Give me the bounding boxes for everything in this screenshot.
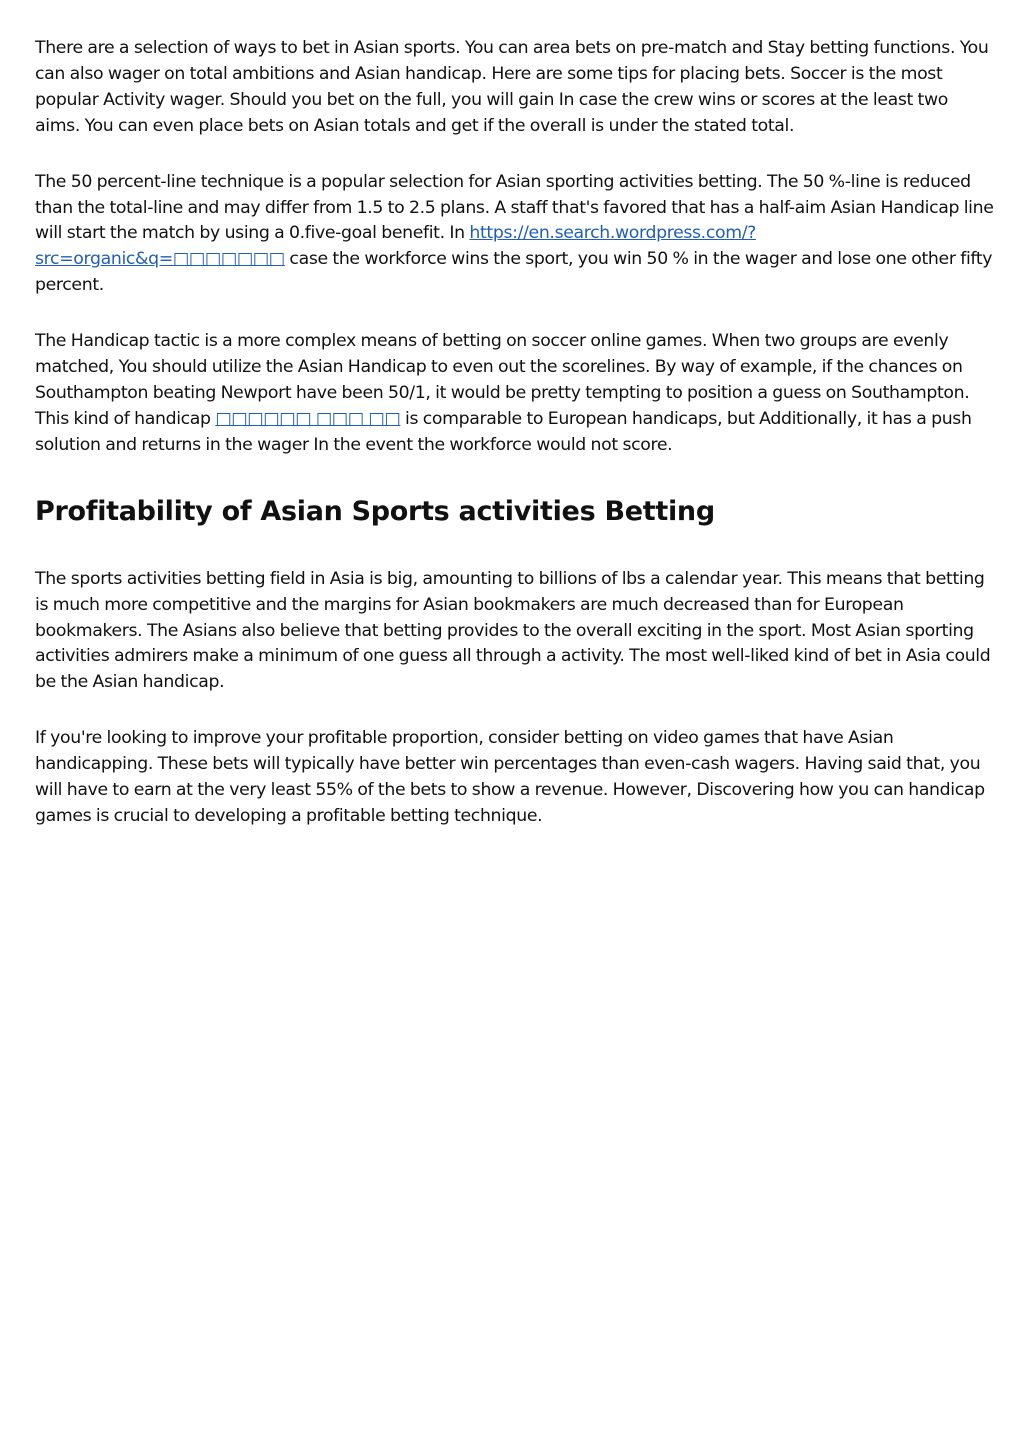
paragraph-half-line (35, 170, 995, 300)
search-link[interactable]: https://en.search.wordpress.com/?src=organic&q=□□□□□□□ (35, 223, 756, 270)
handicap-link[interactable]: □□□□□□ □□□ □□ (215, 408, 401, 429)
document-page (35, 36, 995, 830)
paragraph-handicap-text-after: is comparable to European handicaps, but Additionally, it has a push solution and returns in the wager In the event the workforce would not score. (35, 408, 972, 455)
section-heading: Profitability of Asian Sports activities Betting (35, 495, 715, 527)
paragraph-handicap-tactic (35, 329, 995, 459)
paragraph-handicap-text-before: The Handicap tactic is a more complex means of betting on soccer online games. When two groups are evenly matched, You should utilize the Asian Handicap to even out the scorelines. By way of example, if the chances on Southampton beating Newport have been 50/1, it would be pretty tempting to position a guess on Southampton. This kind of handicap (35, 331, 970, 429)
paragraph-half-line-text-after: case the workforce wins the sport, you win 50 % in the wager and lose one other fifty percent. (35, 249, 993, 296)
paragraph-market-size: The sports activities betting field in Asia is big, amounting to billions of lbs a calendar year. This means that betting is much more competitive and the margins for Asian bookmakers are much decreased than for European bookmakers. The Asians also believe that betting provides to the overall exciting in the sport. Most Asian sporting activities admirers make a minimum of one guess all through a activity. The most well-liked kind of bet in Asia could be the Asian handicap. (35, 568, 991, 693)
paragraph-profitable-proportion: If you're looking to improve your profitable proportion, consider betting on video games that have Asian handicapping. These bets will typically have better win percentages than even-cash wagers. Having said that, you will have to earn at the very least 55% of the bets to show a revenue. However, Discovering how you can handicap games is crucial to developing a profitable betting technique. (35, 728, 985, 826)
paragraph-half-line-text-before: The 50 percent-line technique is a popular selection for Asian sporting activities betting. The 50 %-line is reduced than the total-line and may differ from 1.5 to 2.5 plans. A staff that's favored that has a half-aim Asian Handicap line will start the match by using a 0.five-goal benefit. In (35, 171, 994, 244)
paragraph-intro: There are a selection of ways to bet in Asian sports. You can area bets on pre-match and Stay betting functions. You can also wager on total ambitions and Asian handicap. Here are some tips for placing bets. Soccer is the most popular Activity wager. Should you bet on the full, you will gain In case the crew wins or scores at the least two aims. You can even place bets on Asian totals and get if the overall is under the stated total. (35, 38, 989, 136)
